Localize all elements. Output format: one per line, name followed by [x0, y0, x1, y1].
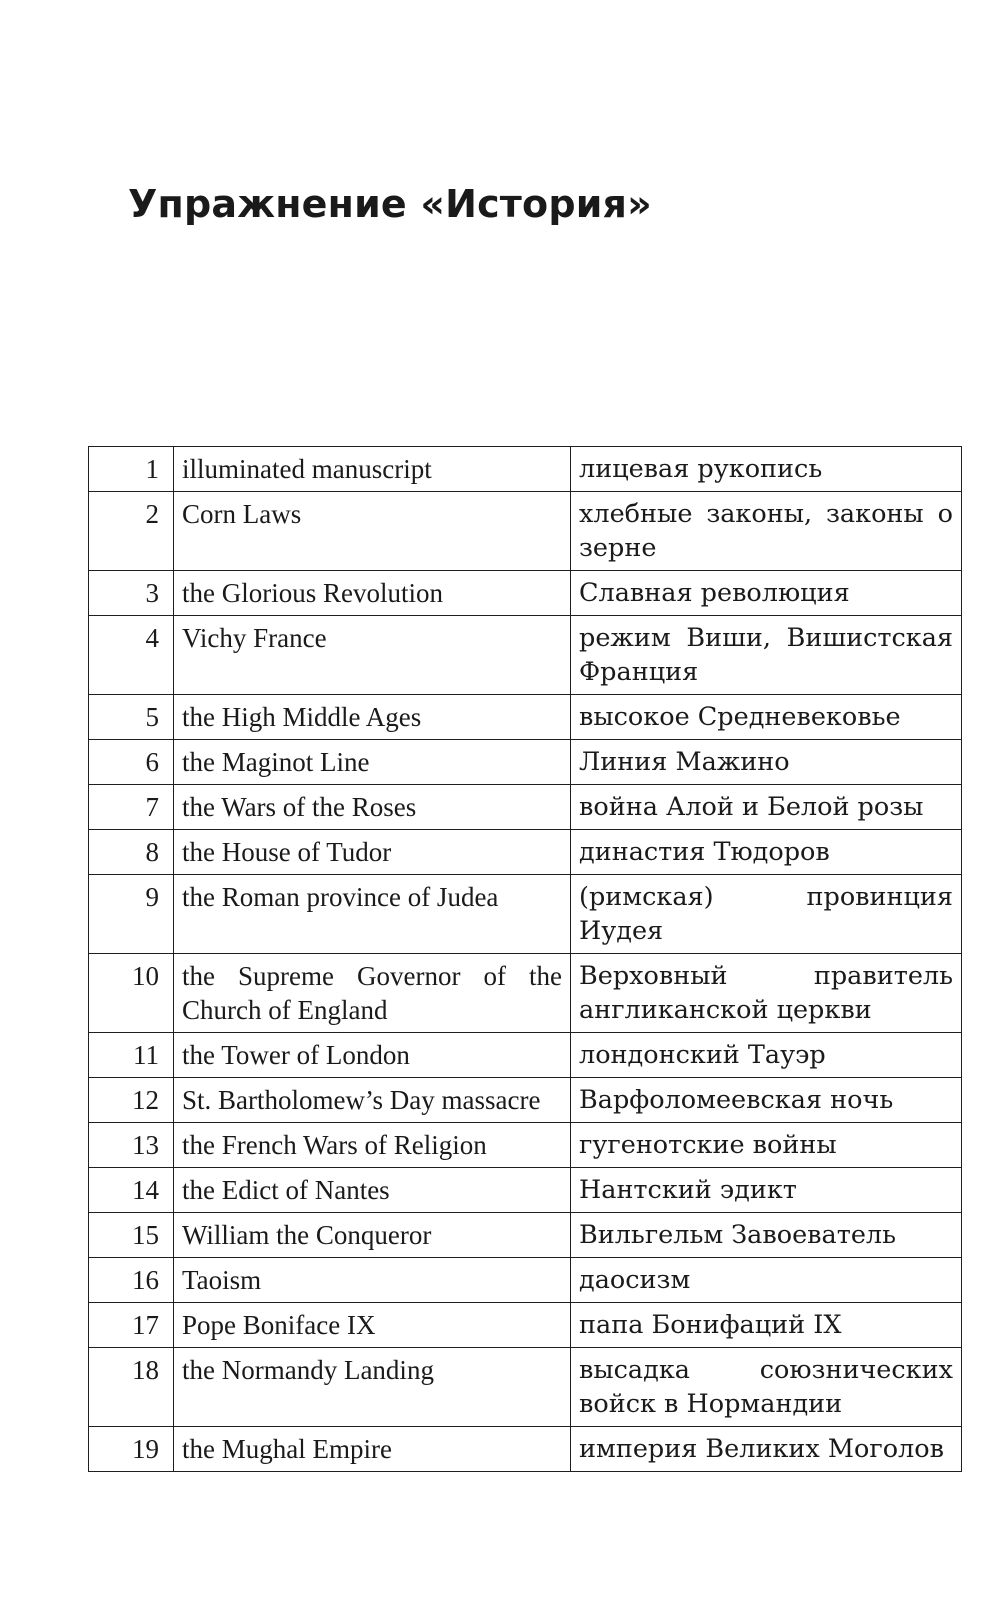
table-row [89, 1033, 962, 1078]
english-term: the Mughal Empire [174, 1427, 571, 1472]
table-row [89, 830, 962, 875]
russian-translation: даосизм [571, 1258, 962, 1303]
row-number: 14 [89, 1168, 174, 1213]
table-row [89, 954, 962, 1033]
table-row [89, 1258, 962, 1303]
english-term: the High Middle Ages [174, 695, 571, 740]
english-term: the Tower of London [174, 1033, 571, 1078]
table-row [89, 1213, 962, 1258]
table-row [89, 571, 962, 616]
table-row [89, 695, 962, 740]
russian-translation: Славная революция [571, 571, 962, 616]
russian-translation: Вильгельм Завоеватель [571, 1213, 962, 1258]
row-number: 19 [89, 1427, 174, 1472]
english-term: the Supreme Governor of the Church of England [174, 954, 571, 1033]
glossary-body [89, 447, 962, 1472]
english-term: the Wars of the Roses [174, 785, 571, 830]
table-row [89, 1348, 962, 1427]
page-title: Упражнение «История» [128, 182, 652, 226]
english-term: the Glorious Revolution [174, 571, 571, 616]
row-number: 6 [89, 740, 174, 785]
russian-translation: высадка союзнических войск в Нормандии [571, 1348, 962, 1427]
russian-translation: империя Великих Моголов [571, 1427, 962, 1472]
english-term: Taoism [174, 1258, 571, 1303]
english-term: William the Conqueror [174, 1213, 571, 1258]
row-number: 10 [89, 954, 174, 1033]
table-row [89, 740, 962, 785]
table-row [89, 875, 962, 954]
table-row [89, 1168, 962, 1213]
row-number: 18 [89, 1348, 174, 1427]
english-term: Pope Boniface IX [174, 1303, 571, 1348]
russian-translation: Верховный правитель англиканской церкви [571, 954, 962, 1033]
row-number: 16 [89, 1258, 174, 1303]
table-row [89, 785, 962, 830]
english-term: the French Wars of Religion [174, 1123, 571, 1168]
row-number: 4 [89, 616, 174, 695]
row-number: 15 [89, 1213, 174, 1258]
russian-translation: династия Тюдоров [571, 830, 962, 875]
russian-translation: гугенотские войны [571, 1123, 962, 1168]
russian-translation: лондонский Тауэр [571, 1033, 962, 1078]
table-row [89, 1303, 962, 1348]
row-number: 11 [89, 1033, 174, 1078]
russian-translation: Нантский эдикт [571, 1168, 962, 1213]
row-number: 17 [89, 1303, 174, 1348]
russian-translation: (римская) провинция Иудея [571, 875, 962, 954]
russian-translation: Линия Мажино [571, 740, 962, 785]
english-term: Corn Laws [174, 492, 571, 571]
row-number: 1 [89, 447, 174, 492]
english-term: the Edict of Nantes [174, 1168, 571, 1213]
russian-translation: война Алой и Белой розы [571, 785, 962, 830]
row-number: 8 [89, 830, 174, 875]
russian-translation: высокое Средневековье [571, 695, 962, 740]
table-row [89, 616, 962, 695]
russian-translation: режим Виши, Вишистская Франция [571, 616, 962, 695]
english-term: the Roman province of Judea [174, 875, 571, 954]
russian-translation: хлебные законы, законы о зерне [571, 492, 962, 571]
english-term: the Maginot Line [174, 740, 571, 785]
english-term: Vichy France [174, 616, 571, 695]
row-number: 9 [89, 875, 174, 954]
russian-translation: папа Бонифаций IX [571, 1303, 962, 1348]
table-row [89, 492, 962, 571]
glossary-table [88, 446, 962, 1472]
table-row [89, 1427, 962, 1472]
english-term: the House of Tudor [174, 830, 571, 875]
table-row [89, 1123, 962, 1168]
row-number: 2 [89, 492, 174, 571]
row-number: 12 [89, 1078, 174, 1123]
english-term: the Normandy Landing [174, 1348, 571, 1427]
row-number: 5 [89, 695, 174, 740]
english-term: St. Bartholomew’s Day massacre [174, 1078, 571, 1123]
row-number: 7 [89, 785, 174, 830]
russian-translation: лицевая рукопись [571, 447, 962, 492]
row-number: 3 [89, 571, 174, 616]
english-term: illuminated manuscript [174, 447, 571, 492]
russian-translation: Варфоломеевская ночь [571, 1078, 962, 1123]
table-row [89, 447, 962, 492]
table-row [89, 1078, 962, 1123]
row-number: 13 [89, 1123, 174, 1168]
